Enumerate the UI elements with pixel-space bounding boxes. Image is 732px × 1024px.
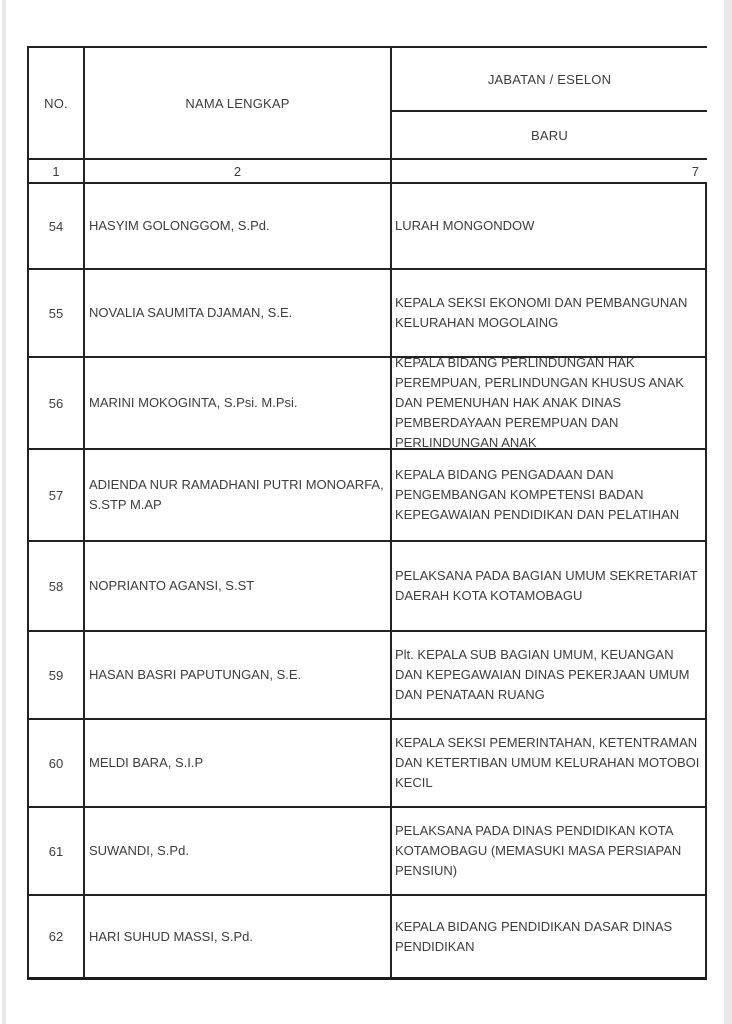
row-position: Plt. KEPALA SUB BAGIAN UMUM, KEUANGAN DAN KEPEGAWAIAN DINAS PEKERJAAN UMUM DAN PENATAAN RUANG [390,630,707,718]
row-number: 56 [27,356,83,448]
row-name: ADIENDA NUR RAMADHANI PUTRI MONOARFA, S.STP M.AP [83,448,390,540]
header-no: NO. [27,46,83,158]
page-right-edge-shadow [724,0,732,1024]
column-number-1: 1 [27,158,83,182]
header-baru: BARU [390,110,707,158]
row-position: PELAKSANA PADA DINAS PENDIDIKAN KOTA KOTAMOBAGU (MEMASUKI MASA PERSIAPAN PENSIUN) [390,806,707,894]
row-number: 59 [27,630,83,718]
column-number-2: 2 [83,158,390,182]
row-position: KEPALA BIDANG PENGADAAN DAN PENGEMBANGAN KOMPETENSI BADAN KEPEGAWAIAN PENDIDIKAN DAN PELATIHAN [390,448,707,540]
row-number: 61 [27,806,83,894]
personnel-positions-table [27,46,707,980]
page-left-edge-shadow [2,0,6,1024]
row-name: HASYIM GOLONGGOM, S.Pd. [83,182,390,268]
row-name: NOPRIANTO AGANSI, S.ST [83,540,390,630]
row-name: HARI SUHUD MASSI, S.Pd. [83,894,390,980]
header-jabatan-eselon: JABATAN / ESELON [390,46,707,110]
row-position: KEPALA BIDANG PERLINDUNGAN HAK PEREMPUAN, PERLINDUNGAN KHUSUS ANAK DAN PEMENUHAN HAK ANAK DINAS PEMBERDAYAAN PEREMPUAN DAN PERLINDUNGAN ANAK [390,356,707,448]
row-name: MARINI MOKOGINTA, S.Psi. M.Psi. [83,356,390,448]
row-number: 57 [27,448,83,540]
row-name: HASAN BASRI PAPUTUNGAN, S.E. [83,630,390,718]
row-number: 55 [27,268,83,356]
row-position: PELAKSANA PADA BAGIAN UMUM SEKRETARIAT DAERAH KOTA KOTAMOBAGU [390,540,707,630]
row-number: 54 [27,182,83,268]
header-nama-lengkap: NAMA LENGKAP [83,46,390,158]
row-name: MELDI BARA, S.I.P [83,718,390,806]
row-name: SUWANDI, S.Pd. [83,806,390,894]
row-position: KEPALA SEKSI PEMERINTAHAN, KETENTRAMAN DAN KETERTIBAN UMUM KELURAHAN MOTOBOI KECIL [390,718,707,806]
row-number: 62 [27,894,83,980]
column-number-7: 7 [390,158,707,182]
row-name: NOVALIA SAUMITA DJAMAN, S.E. [83,268,390,356]
row-position: KEPALA BIDANG PENDIDIKAN DASAR DINAS PENDIDIKAN [390,894,707,980]
row-number: 60 [27,718,83,806]
row-position: KEPALA SEKSI EKONOMI DAN PEMBANGUNAN KELURAHAN MOGOLAING [390,268,707,356]
row-number: 58 [27,540,83,630]
row-position: LURAH MONGONDOW [390,182,707,268]
